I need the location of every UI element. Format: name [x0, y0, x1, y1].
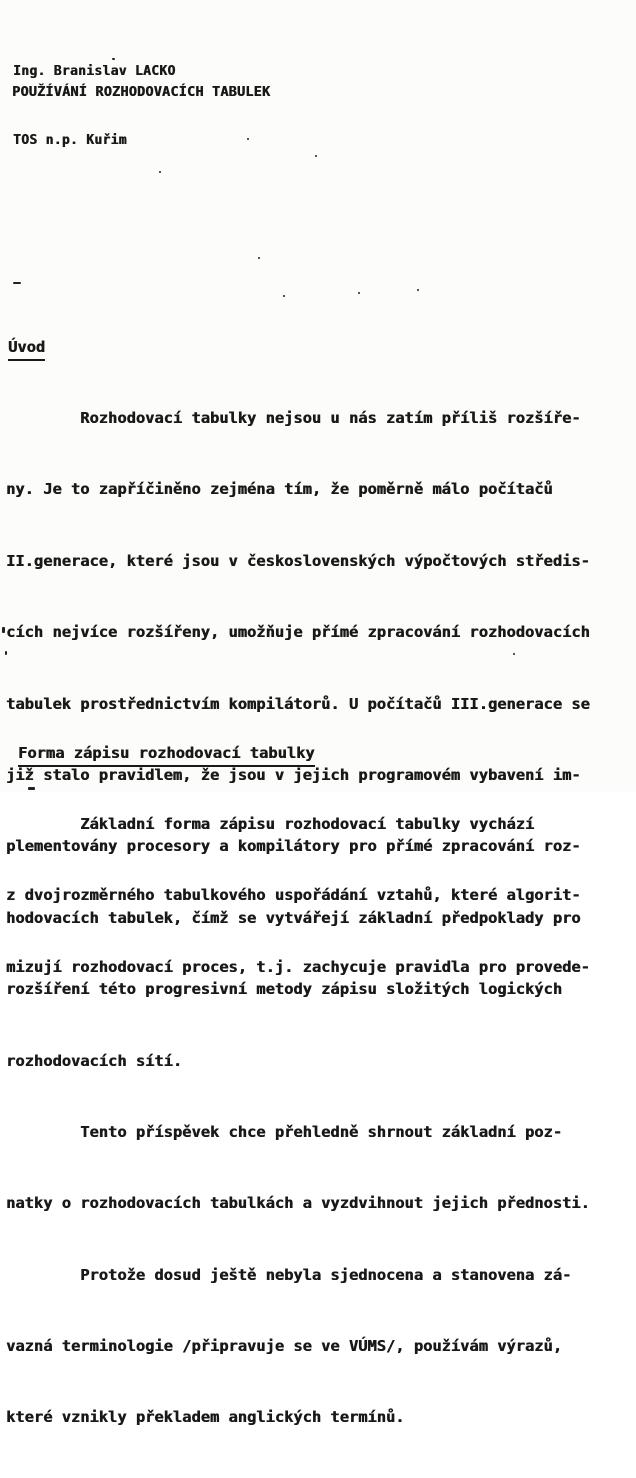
page-title: POUŽÍVÁNÍ ROZHODOVACÍCH TABULEK	[12, 84, 271, 100]
author-name: Ing. Branislav LACKO	[13, 64, 176, 79]
text-line: z dvojrozměrného tabulkového uspořádání vztahů, které algorit-	[6, 886, 581, 905]
section-forma-heading: Forma zápisu rozhodovací tabulky	[18, 742, 315, 768]
text-line: cích nejvíce rozšířeny, umožňuje přímé zpracování rozhodovacích	[6, 623, 590, 642]
text-line: II.generace, které jsou v československých výpočtových středis-	[6, 551, 590, 570]
scan-speck	[5, 651, 7, 655]
scan-speck	[13, 282, 21, 284]
scan-speck	[358, 292, 360, 294]
text-line: ny. Je to zapříčiněno zejména tím, že poměrně málo počítačů	[6, 480, 553, 499]
section-forma	[6, 694, 590, 1027]
author-block	[13, 14, 176, 198]
text-line: rozhodovacích sítí.	[6, 1051, 183, 1070]
scan-speck	[258, 257, 260, 259]
text-line: plementovány procesory a kompilátory pro přímé zpracování roz-	[6, 837, 581, 856]
text-line: které vznikly překladem anglických termínů.	[6, 1408, 405, 1427]
section-heading-row	[6, 742, 590, 766]
scan-speck	[417, 289, 419, 291]
text-line: rozšíření této progresivní metody zápisu složitých logických	[6, 980, 562, 999]
scan-speck	[513, 653, 515, 655]
text-line: Protože dosud ještě nebyla sjednocena a stanovena zá-	[6, 1265, 572, 1284]
text-line: Tento příspěvek chce přehledně shrnout základní poz-	[6, 1122, 562, 1141]
scan-speck	[112, 58, 115, 60]
scan-speck	[28, 787, 35, 790]
scan-speck	[159, 171, 161, 173]
text-line: tabulek prostřednictvím kompilátorů. U počítačů III.generace se	[6, 694, 590, 713]
text-line: natky o rozhodovacích tabulkách a vyzdvihnout jejich přednosti.	[6, 1194, 590, 1213]
section-heading-row	[6, 336, 590, 360]
scan-speck	[315, 155, 317, 157]
text-line: hodovacích tabulek, čímž se vytvářejí základní předpoklady pro	[6, 908, 581, 927]
text-line: Rozhodovací tabulky nejsou u nás zatím příliš rozšíře-	[6, 408, 581, 427]
section-uvod-heading: Úvod	[8, 336, 45, 362]
text-line: mizují rozhodovací proces, t.j. zachycuje pravidla pro provede-	[6, 957, 590, 976]
text-line: Základní forma zápisu rozhodovací tabulky vychází	[6, 814, 535, 833]
text-line: vazná terminologie /připravuje se ve VÚMS/, používám výrazů,	[6, 1337, 562, 1356]
scan-speck	[2, 627, 5, 633]
scan-speck	[247, 138, 249, 140]
scan-speck	[283, 295, 285, 297]
author-affiliation: TOS n.p. Kuřim	[13, 133, 127, 148]
text-line: již stalo pravidlem, že jsou v jejich programovém vybavení im-	[6, 765, 581, 784]
